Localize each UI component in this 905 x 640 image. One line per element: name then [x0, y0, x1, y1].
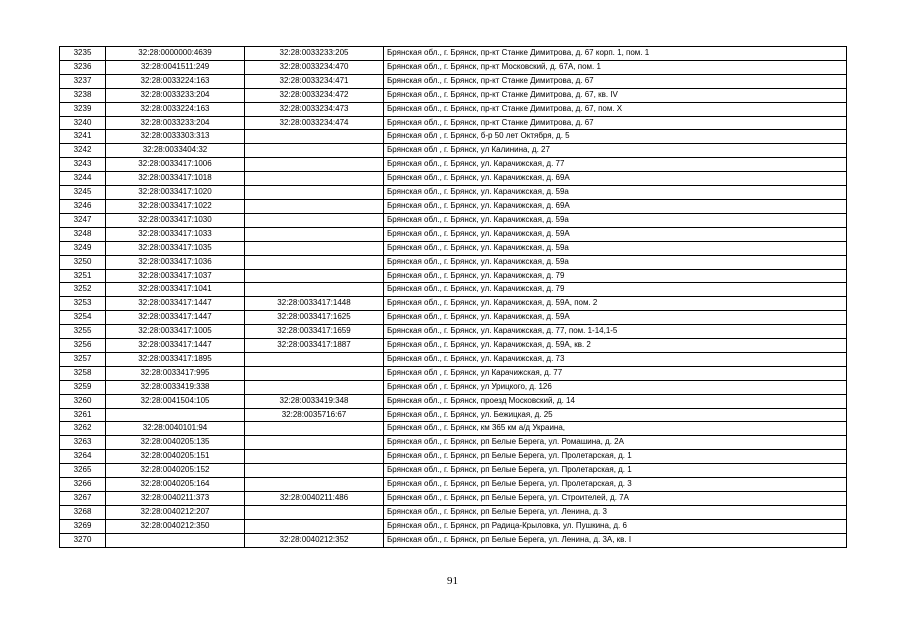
address-cell: Брянская обл., г. Брянск, пр-кт Станке Димитрова, д. 67, пом. Х — [384, 102, 847, 116]
address-cell: Брянская обл., г. Брянск, ул. Карачижская, д. 73 — [384, 352, 847, 366]
row-number-cell: 3240 — [60, 116, 106, 130]
row-number-cell: 3264 — [60, 450, 106, 464]
table-row — [60, 478, 847, 492]
address-cell: Брянская обл., г. Брянск, пр-кт Московский, д. 67А, пом. 1 — [384, 60, 847, 74]
table-row — [60, 339, 847, 353]
row-number-cell: 3241 — [60, 130, 106, 144]
cadastral-number-cell: 32:28:0033233:204 — [106, 116, 245, 130]
cadastral-number-cell: 32:28:0033417:1041 — [106, 283, 245, 297]
related-cadastral-cell — [245, 380, 384, 394]
address-cell: Брянская обл., г. Брянск, рп Белые Берега, ул. Пролетарская, д. 1 — [384, 464, 847, 478]
cadastral-number-cell: 32:28:0033303:313 — [106, 130, 245, 144]
related-cadastral-cell — [245, 478, 384, 492]
row-number-cell: 3251 — [60, 269, 106, 283]
address-cell: Брянская обл., г. Брянск, ул. Карачижская, д. 59а — [384, 241, 847, 255]
table-row — [60, 213, 847, 227]
row-number-cell: 3247 — [60, 213, 106, 227]
related-cadastral-cell — [245, 213, 384, 227]
address-cell: Брянская обл., г. Брянск, рп Белые Берега, ул. Пролетарская, д. 1 — [384, 450, 847, 464]
page-number: 91 — [447, 575, 458, 587]
related-cadastral-cell — [245, 464, 384, 478]
cadastral-number-cell: 32:28:0040212:350 — [106, 519, 245, 533]
related-cadastral-cell: 32:28:0033234:470 — [245, 60, 384, 74]
table-row — [60, 255, 847, 269]
related-cadastral-cell: 32:28:0033419:348 — [245, 394, 384, 408]
table-row — [60, 172, 847, 186]
address-cell: Брянская обл., г. Брянск, ул. Карачижская, д. 59А — [384, 227, 847, 241]
related-cadastral-cell — [245, 422, 384, 436]
table-row — [60, 394, 847, 408]
related-cadastral-cell — [245, 436, 384, 450]
related-cadastral-cell — [245, 227, 384, 241]
related-cadastral-cell — [245, 130, 384, 144]
cadastral-number-cell: 32:28:0033417:1022 — [106, 199, 245, 213]
related-cadastral-cell: 32:28:0033234:474 — [245, 116, 384, 130]
row-number-cell: 3265 — [60, 464, 106, 478]
row-number-cell: 3262 — [60, 422, 106, 436]
address-cell: Брянская обл., г. Брянск, ул. Карачижская, д. 77, пом. 1-14,1-5 — [384, 325, 847, 339]
address-cell: Брянская обл., г. Брянск, пр-кт Станке Димитрова, д. 67 — [384, 74, 847, 88]
address-cell: Брянская обл., г. Брянск, пр-кт Станке Димитрова, д. 67 — [384, 116, 847, 130]
cadastral-number-cell: 32:28:0033417:1033 — [106, 227, 245, 241]
cadastral-number-cell: 32:28:0033233:204 — [106, 88, 245, 102]
row-number-cell: 3246 — [60, 199, 106, 213]
cadastral-number-cell: 32:28:0033417:1447 — [106, 311, 245, 325]
table-row — [60, 74, 847, 88]
cadastral-number-cell: 32:28:0033419:338 — [106, 380, 245, 394]
row-number-cell: 3260 — [60, 394, 106, 408]
related-cadastral-cell — [245, 505, 384, 519]
address-cell: Брянская обл., г. Брянск, ул. Карачижская, д. 79 — [384, 283, 847, 297]
row-number-cell: 3253 — [60, 297, 106, 311]
row-number-cell: 3256 — [60, 339, 106, 353]
address-cell: Брянская обл., г. Брянск, ул. Карачижская, д. 59а — [384, 186, 847, 200]
table-row — [60, 519, 847, 533]
address-cell: Брянская обл., г. Брянск, рп Белые Берега, ул. Ромашина, д. 2А — [384, 436, 847, 450]
row-number-cell: 3270 — [60, 533, 106, 547]
cadastral-number-cell: 32:28:0033417:1030 — [106, 213, 245, 227]
table-row — [60, 311, 847, 325]
related-cadastral-cell: 32:28:0033417:1659 — [245, 325, 384, 339]
row-number-cell: 3263 — [60, 436, 106, 450]
related-cadastral-cell — [245, 158, 384, 172]
table-row — [60, 283, 847, 297]
cadastral-number-cell: 32:28:0033417:1036 — [106, 255, 245, 269]
related-cadastral-cell — [245, 450, 384, 464]
cadastral-number-cell: 32:28:0033224:163 — [106, 74, 245, 88]
related-cadastral-cell — [245, 283, 384, 297]
address-cell: Брянская обл , г. Брянск, ул Урицкого, д. 126 — [384, 380, 847, 394]
cadastral-number-cell: 32:28:0040205:135 — [106, 436, 245, 450]
related-cadastral-cell: 32:28:0033417:1625 — [245, 311, 384, 325]
row-number-cell: 3252 — [60, 283, 106, 297]
table-row — [60, 227, 847, 241]
row-number-cell: 3236 — [60, 60, 106, 74]
table-row — [60, 492, 847, 506]
row-number-cell: 3239 — [60, 102, 106, 116]
table-row — [60, 130, 847, 144]
row-number-cell: 3248 — [60, 227, 106, 241]
table-row — [60, 325, 847, 339]
address-cell: Брянская обл., г. Брянск, ул. Бежицкая, д. 25 — [384, 408, 847, 422]
row-number-cell: 3238 — [60, 88, 106, 102]
related-cadastral-cell — [245, 352, 384, 366]
row-number-cell: 3258 — [60, 366, 106, 380]
related-cadastral-cell: 32:28:0040212:352 — [245, 533, 384, 547]
cadastral-number-cell: 32:28:0033417:1037 — [106, 269, 245, 283]
address-cell: Брянская обл., г. Брянск, ул. Карачижская, д. 79 — [384, 269, 847, 283]
related-cadastral-cell: 32:28:0035716:67 — [245, 408, 384, 422]
related-cadastral-cell — [245, 255, 384, 269]
table-row — [60, 116, 847, 130]
cadastral-number-cell: 32:28:0041504:105 — [106, 394, 245, 408]
table-row — [60, 408, 847, 422]
address-cell: Брянская обл., г. Брянск, проезд Московский, д. 14 — [384, 394, 847, 408]
row-number-cell: 3235 — [60, 47, 106, 61]
table-row — [60, 436, 847, 450]
cadastral-number-cell: 32:28:0033417:1005 — [106, 325, 245, 339]
related-cadastral-cell: 32:28:0033234:471 — [245, 74, 384, 88]
address-cell: Брянская обл., г. Брянск, рп Белые Берега, ул. Ленина, д. 3 — [384, 505, 847, 519]
cadastral-number-cell: 32:28:0033417:1895 — [106, 352, 245, 366]
address-cell: Брянская обл., г. Брянск, пр-кт Станке Димитрова, д. 67, кв. IV — [384, 88, 847, 102]
cadastral-number-cell: 32:28:0040101:94 — [106, 422, 245, 436]
row-number-cell: 3242 — [60, 144, 106, 158]
related-cadastral-cell: 32:28:0033417:1448 — [245, 297, 384, 311]
cadastral-number-cell: 32:28:0033224:163 — [106, 102, 245, 116]
table-row — [60, 366, 847, 380]
table-row — [60, 241, 847, 255]
row-number-cell: 3243 — [60, 158, 106, 172]
address-cell: Брянская обл., г. Брянск, ул. Карачижская, д. 59А — [384, 311, 847, 325]
cadastral-table — [59, 46, 847, 548]
related-cadastral-cell — [245, 241, 384, 255]
address-cell: Брянская обл., г. Брянск, ул. Карачижская, д. 69А — [384, 199, 847, 213]
cadastral-number-cell: 32:28:0041511:249 — [106, 60, 245, 74]
table-row — [60, 60, 847, 74]
table-row — [60, 158, 847, 172]
cadastral-number-cell: 32:28:0040211:373 — [106, 492, 245, 506]
cadastral-number-cell — [106, 533, 245, 547]
table-row — [60, 505, 847, 519]
address-cell: Брянская обл , г. Брянск, ул Карачижская, д. 77 — [384, 366, 847, 380]
related-cadastral-cell — [245, 519, 384, 533]
row-number-cell: 3257 — [60, 352, 106, 366]
cadastral-number-cell: 32:28:0033417:1020 — [106, 186, 245, 200]
address-cell: Брянская обл., г. Брянск, рп Радица-Крыловка, ул. Пушкина, д. 6 — [384, 519, 847, 533]
row-number-cell: 3254 — [60, 311, 106, 325]
cadastral-number-cell: 32:28:0033417:1447 — [106, 339, 245, 353]
cadastral-number-cell: 32:28:0040205:151 — [106, 450, 245, 464]
address-cell: Брянская обл., г. Брянск, ул. Карачижская, д. 59А, пом. 2 — [384, 297, 847, 311]
address-cell: Брянская обл., г. Брянск, ул. Карачижская, д. 59А, кв. 2 — [384, 339, 847, 353]
row-number-cell: 3261 — [60, 408, 106, 422]
table-row — [60, 269, 847, 283]
table-row — [60, 186, 847, 200]
table-row — [60, 422, 847, 436]
cadastral-number-cell: 32:28:0033417:1035 — [106, 241, 245, 255]
cadastral-number-cell: 32:28:0040205:164 — [106, 478, 245, 492]
related-cadastral-cell — [245, 172, 384, 186]
related-cadastral-cell: 32:28:0033417:1887 — [245, 339, 384, 353]
address-cell: Брянская обл., г. Брянск, ул. Карачижская, д. 59а — [384, 213, 847, 227]
row-number-cell: 3259 — [60, 380, 106, 394]
row-number-cell: 3269 — [60, 519, 106, 533]
cadastral-number-cell: 32:28:0033417:1006 — [106, 158, 245, 172]
related-cadastral-cell: 32:28:0033234:472 — [245, 88, 384, 102]
table-row — [60, 464, 847, 478]
table-row — [60, 199, 847, 213]
row-number-cell: 3249 — [60, 241, 106, 255]
address-cell: Брянская обл., г. Брянск, пр-кт Станке Димитрова, д. 67 корп. 1, пом. 1 — [384, 47, 847, 61]
cadastral-number-cell: 32:28:0040212:207 — [106, 505, 245, 519]
table-row — [60, 144, 847, 158]
related-cadastral-cell — [245, 144, 384, 158]
cadastral-number-cell: 32:28:0033417:995 — [106, 366, 245, 380]
related-cadastral-cell — [245, 269, 384, 283]
row-number-cell: 3255 — [60, 325, 106, 339]
related-cadastral-cell — [245, 366, 384, 380]
cadastral-number-cell: 32:28:0040205:152 — [106, 464, 245, 478]
cadastral-number-cell — [106, 408, 245, 422]
table-row — [60, 533, 847, 547]
row-number-cell: 3244 — [60, 172, 106, 186]
row-number-cell: 3245 — [60, 186, 106, 200]
row-number-cell: 3237 — [60, 74, 106, 88]
address-cell: Брянская обл., г. Брянск, рп Белые Берега, ул. Ленина, д. 3А, кв. I — [384, 533, 847, 547]
related-cadastral-cell — [245, 186, 384, 200]
row-number-cell: 3268 — [60, 505, 106, 519]
table-row — [60, 102, 847, 116]
cadastral-number-cell: 32:28:0033404:32 — [106, 144, 245, 158]
address-cell: Брянская обл , г. Брянск, ул Калинина, д. 27 — [384, 144, 847, 158]
table-row — [60, 380, 847, 394]
address-cell: Брянская обл., г. Брянск, рп Белые Берега, ул. Пролетарская, д. 3 — [384, 478, 847, 492]
cadastral-number-cell: 32:28:0033417:1447 — [106, 297, 245, 311]
table-row — [60, 297, 847, 311]
address-cell: Брянская обл., г. Брянск, км 365 км а/д Украина, — [384, 422, 847, 436]
related-cadastral-cell: 32:28:0040211:486 — [245, 492, 384, 506]
row-number-cell: 3267 — [60, 492, 106, 506]
related-cadastral-cell: 32:28:0033233:205 — [245, 47, 384, 61]
table-row — [60, 352, 847, 366]
cadastral-number-cell: 32:28:0000000:4639 — [106, 47, 245, 61]
table-row — [60, 450, 847, 464]
table-row — [60, 88, 847, 102]
address-cell: Брянская обл., г. Брянск, ул. Карачижская, д. 69А — [384, 172, 847, 186]
table-body — [60, 47, 847, 548]
address-cell: Брянская обл , г. Брянск, б-р 50 лет Октября, д. 5 — [384, 130, 847, 144]
row-number-cell: 3250 — [60, 255, 106, 269]
row-number-cell: 3266 — [60, 478, 106, 492]
cadastral-number-cell: 32:28:0033417:1018 — [106, 172, 245, 186]
related-cadastral-cell — [245, 199, 384, 213]
related-cadastral-cell: 32:28:0033234:473 — [245, 102, 384, 116]
address-cell: Брянская обл., г. Брянск, рп Белые Берега, ул. Строителей, д. 7А — [384, 492, 847, 506]
table-row — [60, 47, 847, 61]
address-cell: Брянская обл., г. Брянск, ул. Карачижская, д. 77 — [384, 158, 847, 172]
address-cell: Брянская обл., г. Брянск, ул. Карачижская, д. 59а — [384, 255, 847, 269]
